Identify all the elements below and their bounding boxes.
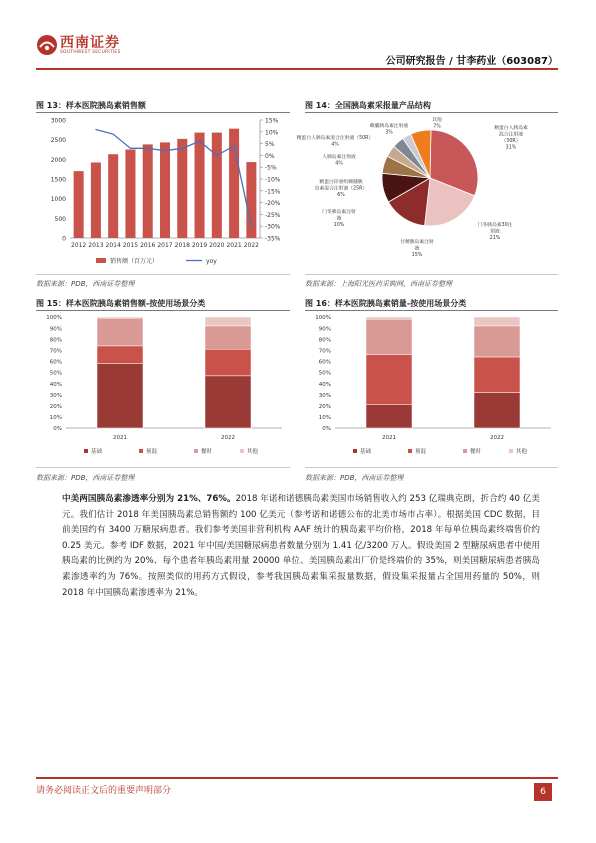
bar-sales-2021 — [229, 129, 239, 238]
yoy-point — [251, 226, 252, 227]
page-header — [36, 28, 558, 70]
yoy-point — [164, 150, 165, 151]
y-tick-label: 0% — [53, 426, 62, 433]
yoy-point — [130, 148, 131, 149]
legend-label: 餐时 — [470, 449, 482, 455]
logo-en-text: SOUTHWEST SECURITIES — [60, 50, 121, 55]
legend-label: 预混 — [146, 449, 158, 455]
pie-label: 其他 — [432, 118, 442, 123]
y-tick-label: 20% — [318, 404, 331, 410]
legend-swatch — [463, 449, 467, 453]
body-text: 2018 年诺和诺德胰岛素美国市场销售收入约 253 亿瑞典克朗，折合约 40 亿美元。我们估计 2018 年美国胰岛素总销售额约 100 亿美元（参考诺和诺德公布的北美市场市占率）。根据美国 CDC 数据，目前美国约有 3400 万糖尿病患者。我们参考美国非营利机构 AAF 统计的胰岛素平均价格，2018 年每单位胰岛素终端售价约 0.25 美元。参考 IDF 数据，2021 年中国/美国糖尿病患者数量分别为 1.41 亿/3200 万人。假设美国 2 型糖尿病患者中使用胰岛素的比例约为 20%、每个患者年胰岛素用量 20000 单位、美国胰岛素出厂价是终端价的 35%，则美国糖尿病患者胰岛素渗透率约为 76%。按照类似的用药方式假设，参考我国胰岛素集采报量数据，假设集采报量占全国用药量的 50%，则 2018 年中国胰岛素渗透率为 21%。 — [62, 494, 540, 598]
pie-label: 精蛋白人胰岛素混合注射液（50R） — [296, 136, 374, 141]
y-tick-label: 50% — [49, 370, 62, 377]
y-tick-label: 10% — [49, 415, 62, 422]
y-tick-label: 30% — [318, 392, 331, 399]
y-tick-label: 60% — [318, 359, 331, 366]
pie-label: 7% — [433, 124, 441, 130]
bar-sales-2016 — [143, 144, 153, 238]
legend-label: 基础 — [91, 449, 103, 455]
x-tick-label: 2016 — [140, 242, 156, 249]
y-left-tick-label: 3000 — [50, 117, 66, 125]
pie-label: 门冬胰岛素30注 — [477, 223, 513, 228]
bar-segment-其他 — [97, 317, 143, 318]
pie-label: 15% — [411, 253, 423, 258]
legend-label-sales: 销售额（百万元） — [110, 258, 159, 265]
x-tick-label: 2022 — [490, 435, 504, 441]
fig16-source: 数据来源：PDB，西南证券整理 — [305, 474, 404, 482]
bar-segment-预混 — [366, 355, 412, 405]
fig15-bottom-rule — [36, 467, 290, 468]
y-tick-label: 50% — [318, 370, 331, 377]
y-right-tick-label: -30% — [265, 223, 281, 231]
legend-swatch — [408, 449, 412, 453]
x-tick-label: 2012 — [70, 242, 87, 249]
yoy-point — [233, 145, 234, 146]
yoy-point — [182, 148, 183, 149]
y-left-tick-label: 0 — [62, 235, 66, 243]
bar-segment-其他 — [474, 317, 520, 326]
legend-swatch — [139, 449, 143, 453]
legend-label: 基础 — [360, 449, 372, 455]
y-tick-label: 100% — [46, 315, 62, 322]
bar-segment-基础 — [366, 405, 412, 428]
logo-cn-text: 西南证券 — [60, 35, 120, 51]
pie-label: 甘精胰岛素注射 — [400, 240, 434, 245]
legend-label: 预混 — [415, 449, 427, 455]
document-title: 公司研究报告 / 甘李药业（603087） — [385, 56, 558, 67]
bar-sales-2020 — [212, 133, 222, 238]
yoy-point — [216, 155, 217, 156]
bar-segment-预混 — [97, 346, 143, 364]
yoy-point — [147, 148, 148, 149]
y-tick-label: 80% — [318, 337, 331, 344]
x-tick-label: 2015 — [122, 242, 139, 249]
legend-swatch — [240, 449, 244, 453]
header-divider — [36, 68, 558, 70]
y-right-tick-label: 5% — [265, 141, 275, 149]
pie-label: （30R） — [501, 139, 521, 144]
fig16-title: 图 16：样本医院胰岛素销量-按使用场景分类 — [305, 299, 467, 308]
x-tick-label: 2022 — [243, 242, 260, 249]
legend-label-yoy: yoy — [206, 258, 217, 265]
pie-label: 精蛋白锌重组赖脯胰 — [319, 180, 363, 185]
y-tick-label: 90% — [49, 326, 62, 333]
footer-note: 请务必阅读正文后的重要声明部分 — [36, 786, 172, 796]
yoy-line — [96, 129, 251, 226]
bar-sales-2012 — [74, 171, 84, 238]
fig15-chart — [36, 256, 290, 466]
x-tick-label: 2019 — [191, 242, 208, 249]
y-tick-label: 100% — [315, 315, 331, 322]
bar-sales-2013 — [91, 162, 101, 238]
x-tick-label: 2021 — [113, 435, 127, 441]
y-right-tick-label: -10% — [265, 176, 281, 184]
fig16-chart — [305, 256, 558, 466]
legend-swatch — [194, 449, 198, 453]
y-right-tick-label: 10% — [265, 129, 279, 137]
fig15-source: 数据来源：PDB，西南证券整理 — [36, 474, 135, 482]
pie-label: 精蛋白人胰岛素 — [494, 126, 528, 131]
pie-label: 岛素混合注射液（25R） — [314, 186, 368, 192]
logo-mark-icon — [36, 34, 58, 56]
y-right-tick-label: 0% — [265, 152, 275, 160]
pie-label: 4% — [331, 142, 339, 148]
bar-segment-餐时 — [366, 319, 412, 355]
page-number: 6 — [534, 783, 552, 801]
legend-label: 其他 — [516, 449, 528, 455]
yoy-point — [113, 134, 114, 135]
y-left-tick-label: 1000 — [50, 196, 66, 204]
y-tick-label: 40% — [318, 381, 331, 388]
pie-label: 人胰岛素注射液 — [322, 155, 356, 160]
pie-label: 21% — [489, 236, 501, 241]
bar-segment-预混 — [474, 357, 520, 393]
y-right-tick-label: -5% — [265, 164, 277, 172]
body-lead: 中美两国胰岛素渗透率分别为 21%、76%。 — [62, 494, 236, 504]
x-tick-label: 2021 — [226, 242, 242, 249]
legend-label: 餐时 — [201, 449, 213, 455]
pie-label: 混合注射液 — [499, 132, 523, 138]
footer-divider — [36, 777, 558, 779]
company-logo — [36, 32, 146, 64]
y-left-tick-label: 2000 — [50, 156, 66, 164]
bar-sales-2018 — [177, 139, 187, 238]
bar-segment-其他 — [366, 317, 412, 319]
bar-segment-基础 — [97, 364, 143, 428]
x-tick-label: 2013 — [88, 242, 104, 249]
y-tick-label: 10% — [318, 415, 331, 422]
bar-segment-餐时 — [97, 318, 143, 346]
pie-label: 10% — [333, 223, 345, 228]
y-tick-label: 70% — [318, 348, 331, 355]
fig13-chart — [36, 113, 296, 273]
pie-label: 液 — [414, 246, 420, 252]
legend-swatch — [509, 449, 513, 453]
bar-segment-基础 — [474, 392, 520, 428]
pie-label: 射液 — [490, 229, 500, 235]
bar-segment-预混 — [205, 349, 251, 376]
bar-segment-基础 — [205, 376, 251, 428]
legend-swatch — [84, 449, 88, 453]
fig13-source: 数据来源：PDB，西南证券整理 — [36, 280, 135, 288]
yoy-point — [95, 129, 96, 130]
yoy-point — [199, 141, 200, 142]
pie-label: 液 — [336, 216, 342, 222]
pie-label: 6% — [337, 193, 345, 198]
y-right-tick-label: 15% — [265, 117, 279, 125]
bar-segment-其他 — [205, 317, 251, 326]
x-tick-label: 2021 — [382, 435, 396, 441]
pie-label: 门冬胰岛素注射 — [322, 210, 356, 215]
y-tick-label: 30% — [49, 392, 62, 399]
bar-sales-2019 — [195, 133, 205, 238]
fig14-title: 图 14：全国胰岛素采报量产品结构 — [305, 101, 431, 110]
y-left-tick-label: 500 — [54, 215, 66, 223]
fig15-title: 图 15：样本医院胰岛素销售额-按使用场景分类 — [36, 299, 206, 308]
y-left-tick-label: 2500 — [50, 137, 66, 145]
y-right-tick-label: -20% — [265, 200, 281, 208]
bar-segment-餐时 — [205, 326, 251, 349]
x-tick-label: 2017 — [157, 242, 173, 249]
fig14-source: 数据来源：上海阳光医药采购网，西南证券整理 — [305, 280, 452, 288]
fig13-title: 图 13：样本医院胰岛素销售额 — [36, 101, 146, 110]
fig14-chart — [296, 113, 558, 273]
x-tick-label: 2018 — [174, 242, 190, 249]
pie-label: 赖脯胰岛素注射液 — [369, 124, 409, 129]
y-tick-label: 40% — [49, 381, 62, 388]
pie-label: 31% — [505, 145, 517, 151]
y-tick-label: 90% — [318, 326, 331, 333]
legend-label: 其他 — [247, 449, 259, 455]
y-tick-label: 0% — [322, 426, 331, 433]
bar-segment-餐时 — [474, 326, 520, 357]
y-right-tick-label: -25% — [265, 211, 281, 219]
x-tick-label: 2020 — [209, 242, 225, 249]
y-left-tick-label: 1500 — [50, 176, 66, 184]
bar-sales-2017 — [160, 142, 170, 238]
y-tick-label: 60% — [49, 359, 62, 366]
y-tick-label: 70% — [49, 348, 62, 355]
body-paragraph — [62, 492, 540, 601]
bar-sales-2014 — [108, 154, 118, 238]
x-tick-label: 2022 — [221, 435, 235, 441]
bar-sales-2015 — [125, 150, 135, 239]
x-tick-label: 2014 — [105, 242, 121, 249]
pie-label: 4% — [335, 161, 343, 167]
y-right-tick-label: -35% — [265, 235, 281, 243]
fig16-bottom-rule — [305, 467, 558, 468]
y-tick-label: 20% — [49, 404, 62, 410]
y-right-tick-label: -15% — [265, 188, 281, 196]
pie-label: 3% — [385, 130, 393, 136]
y-tick-label: 80% — [49, 337, 62, 344]
legend-swatch — [353, 449, 357, 453]
